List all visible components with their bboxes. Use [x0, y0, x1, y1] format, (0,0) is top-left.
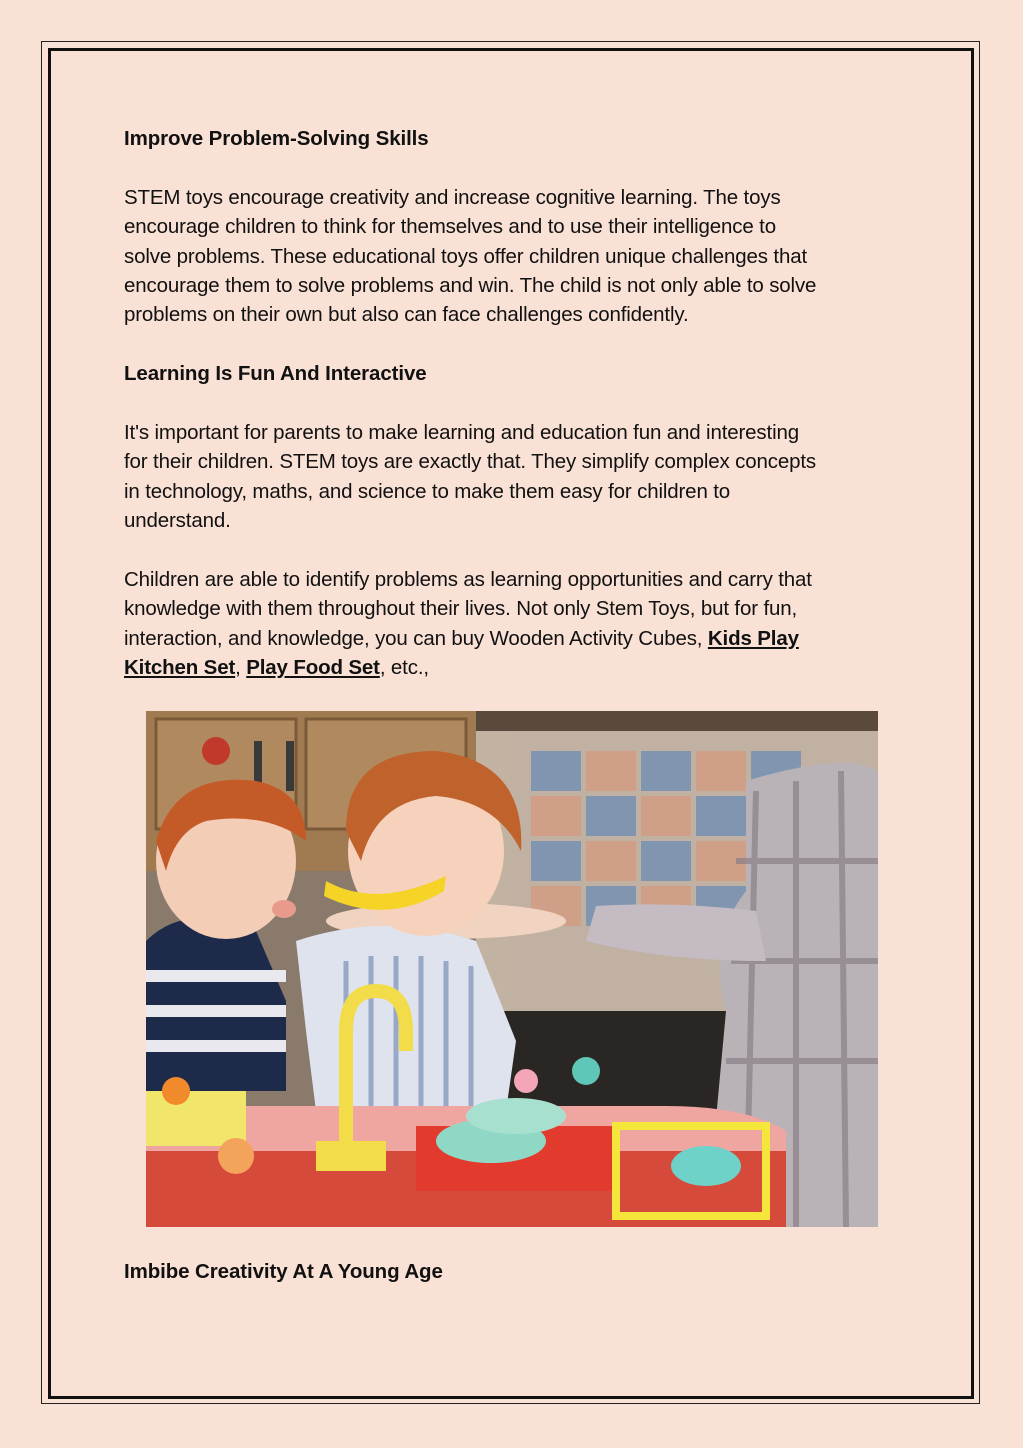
paragraph-children-line: Children are able to identify problems as learning opportunities and carry that [124, 568, 812, 592]
paragraph-problem-solving-line: solve problems. These educational toys offer children unique challenges that [124, 244, 807, 268]
kids-play-kitchen-photo [146, 711, 878, 1227]
play-food-set-link[interactable]: Play Food Set [246, 656, 380, 680]
paragraph-problem-solving-line: encourage them to solve problems and win. The child is not only able to solve [124, 274, 817, 298]
article-body [124, 124, 904, 683]
heading-problem-solving: Improve Problem-Solving Skills [124, 127, 429, 150]
kids-play-kitchen-set-link-continued[interactable]: Kitchen Set [124, 656, 236, 680]
paragraph-problem-solving-line: encourage children to think for themselves and to use their intelligence to [124, 215, 776, 239]
paragraph-children-line [124, 653, 904, 682]
paragraph-children-line: knowledge with them throughout their lives. Not only Stem Toys, but for fun, [124, 597, 798, 621]
paragraph-learning-line: understand. [124, 509, 231, 533]
paragraph-problem-solving-line: problems on their own but also can face challenges confidently. [124, 303, 689, 327]
paragraph-learning-line: in technology, maths, and science to make them easy for children to [124, 479, 731, 503]
paragraph-learning-line: It's important for parents to make learning and education fun and interesting [124, 421, 799, 445]
paragraph-problem-solving-line: STEM toys encourage creativity and increase cognitive learning. The toys [124, 185, 781, 209]
heading-imbibe-creativity: Imbibe Creativity At A Young Age [124, 1260, 443, 1283]
kids-play-kitchen-set-link[interactable]: Kids Play [707, 626, 799, 650]
heading-learning-fun: Learning Is Fun And Interactive [124, 362, 427, 386]
paragraph-learning-line: for their children. STEM toys are exactly that. They simplify complex concepts [124, 450, 817, 474]
paragraph-children-text: interaction, and knowledge, you can buy Wooden Activity Cubes, [124, 626, 708, 650]
paragraph-children-line [124, 624, 904, 653]
link-separator: , [235, 656, 247, 680]
trailing-text: , etc., [379, 656, 429, 680]
